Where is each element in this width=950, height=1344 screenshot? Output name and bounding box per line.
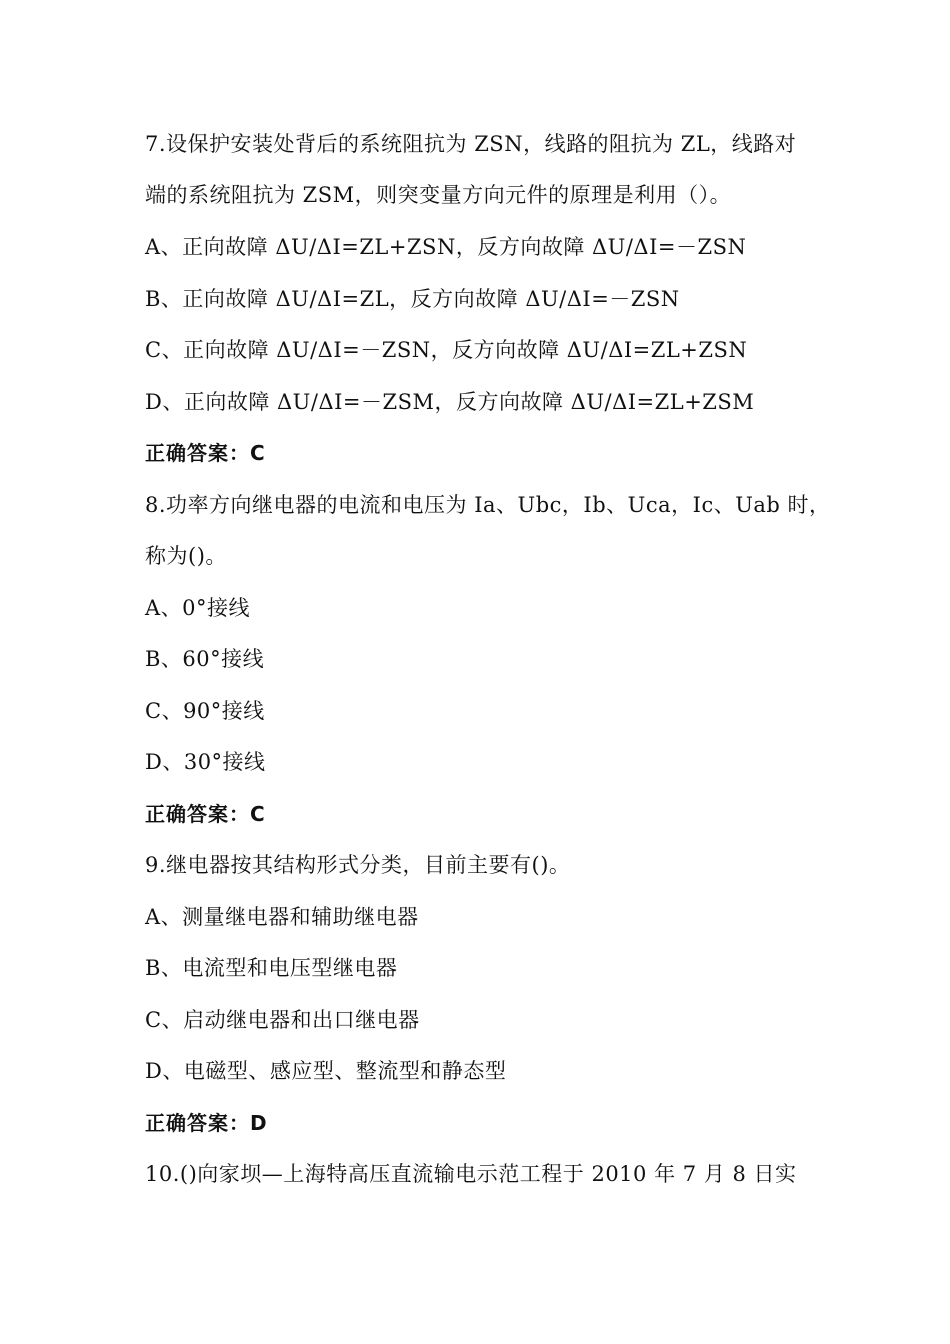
question-8-option-d: D、30°接线 (145, 750, 266, 774)
question-9-answer: 正确答案：D (145, 1111, 268, 1135)
question-7-option-c: C、正向故障 ΔU/ΔI=－ZSN，反方向故障 ΔU/ΔI=ZL+ZSN (145, 338, 748, 362)
question-9-option-d: D、电磁型、感应型、整流型和静态型 (145, 1059, 507, 1083)
question-8-option-a: A、0°接线 (145, 596, 251, 620)
question-9-option-c: C、启动继电器和出口继电器 (145, 1008, 420, 1032)
question-7-answer: 正确答案：C (145, 441, 266, 465)
question-7-option-d: D、正向故障 ΔU/ΔI=－ZSM，反方向故障 ΔU/ΔI=ZL+ZSM (145, 390, 755, 414)
question-7-stem-line-2: 端的系统阻抗为 ZSM，则突变量方向元件的原理是利用（）。 (145, 183, 732, 207)
question-9-option-a: A、测量继电器和辅助继电器 (145, 905, 419, 929)
question-9-stem-line-1: 9.继电器按其结构形式分类，目前主要有()。 (145, 853, 571, 877)
question-7-option-a: A、正向故障 ΔU/ΔI=ZL+ZSN，反方向故障 ΔU/ΔI=－ZSN (145, 235, 747, 259)
question-8-answer: 正确答案：C (145, 802, 266, 826)
question-8-stem-line-1: 8.功率方向继电器的电流和电压为 Ia、Ubc，Ib、Uca，Ic、Uab 时， (145, 493, 831, 517)
question-10-stem-line-1: 10.()向家坝—上海特高压直流输电示范工程于 2010 年 7 月 8 日实 (145, 1162, 797, 1186)
question-8-stem-line-2: 称为()。 (145, 544, 227, 568)
question-9-option-b: B、电流型和电压型继电器 (145, 956, 398, 980)
question-7-option-b: B、正向故障 ΔU/ΔI=ZL，反方向故障 ΔU/ΔI=－ZSN (145, 287, 680, 311)
question-7-stem-line-1: 7.设保护安装处背后的系统阻抗为 ZSN，线路的阻抗为 ZL，线路对 (145, 132, 797, 156)
question-8-option-c: C、90°接线 (145, 699, 265, 723)
question-8-option-b: B、60°接线 (145, 647, 265, 671)
